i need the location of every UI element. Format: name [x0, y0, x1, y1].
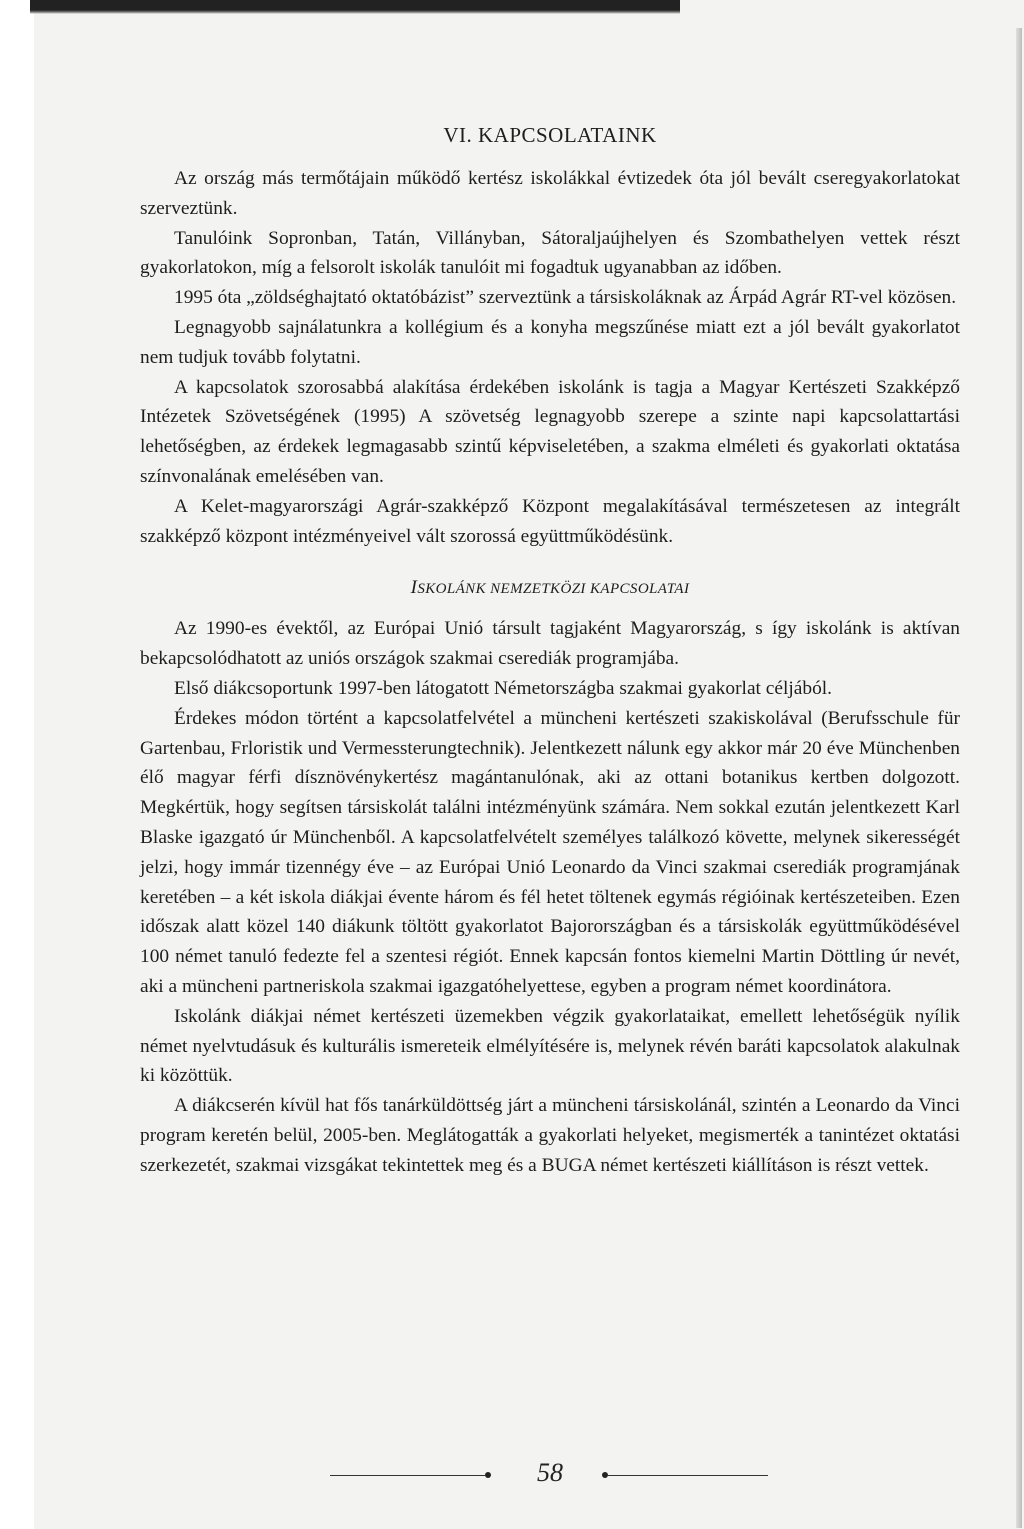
paragraph: Legnagyobb sajnálatunkra a kollégium és a konyha megszűnése miatt ezt a jól bevált gyakorlatot nem tudjuk tovább folytatni.: [140, 316, 960, 368]
scan-margin: [0, 0, 34, 1529]
section-title: [140, 575, 960, 602]
paragraph: A Kelet-magyarországi Agrár-szakképző Központ megalakításával természetesen az integrált szakképző központ intézményeivel vált szorossá együttműködésünk.: [140, 495, 960, 547]
paragraph: Iskolánk diákjai német kertészeti üzemekben végzik gyakorlataikat, emellett lehetőségük nyílik német nyelvtudásuk és kulturális ismereteik elmélyítésére is, melynek révén baráti kapcsolatok alakulnak ki közöttük.: [140, 1005, 960, 1087]
paragraph: Tanulóink Sopronban, Tatán, Villányban, Sátoraljaújhelyen és Szombathelyen vettek részt gyakorlatokon, míg a felsorolt iskolák tanulóit mi fogadtuk ugyanabban az időben.: [140, 227, 960, 279]
footer-rule-left: [330, 1475, 485, 1476]
page-footer: [330, 1456, 770, 1496]
paragraph: A diákcserén kívül hat fős tanárküldöttség járt a müncheni társiskolánál, szintén a Leonardo da Vinci program keretén belül, 2005-ben. Meglátogatták a gyakorlati helyeket, megismerték a tanintézet oktatási szerkezetét, szakmai vizsgákat tekintettek meg és a BUGA német kertészeti kiállításon is részt vettek.: [140, 1095, 960, 1176]
footer-dot-left: [485, 1472, 491, 1478]
scan-edge-top: [30, 0, 680, 14]
section-title-initial: I: [410, 577, 418, 599]
paragraph: 1995 óta „zöldséghajtató oktatóbázist” szerveztünk a társiskoláknak az Árpád Agrár RT-vel közösen.: [174, 287, 957, 309]
paragraph: Érdekes módon történt a kapcsolatfelvétel a müncheni kertészeti szakiskolával (Berufsschule für Gartenbau, Frloristik und Vermessterungtechnik). Jelentkezett nálunk egy akkor már 20 éve Münchenben élő magyar férfi dísznövénykertész magántanulónak, aki az ottani botanikus kertben dolgozott. Megkértük, hogy segítsen társiskolát találni intézményünk számára. Nem sokkal ezután jelentkezett Karl Blaske igazgató úr Münchenből. A kapcsolatfelvételt személyes találkozó követte, melynek sikerességét jelzi, hogy immár tizennégy éve – az Európai Unió Leonardo da Vinci szakmai cserediák programjának keretében – a két iskola diákjai évente három és fél hetet töltenek egymás régióinak kertészeteiben. Ezen időszak alatt közel 140 diákunk töltött gyakorlatot Bajorországban és a társiskolák együttműködésével 100 német tanuló fedezte fel a szentesi régiót. Ennek kapcsán fontos kiemelni Martin Döttling úr nevét, aki a müncheni partneriskola szakmai igazgatóhelyettese, egyben a program német koordinátora.: [140, 707, 960, 997]
page-number: 58: [537, 1458, 563, 1487]
section-title-text: SKOLÁNK NEMZETKÖZI KAPCSOLATAI: [417, 581, 690, 598]
scan-edge-right: [1016, 28, 1022, 1528]
paragraph: Első diákcsoportunk 1997-ben látogatott Németországba szakmai gyakorlat céljából.: [174, 677, 833, 699]
page-content: [140, 118, 960, 1181]
paragraph: Az 1990-es évektől, az Európai Unió társult tagjaként Magyarország, s így iskolánk is aktívan bekapcsolódhatott az uniós országok szakmai cserediák programjába.: [140, 618, 960, 670]
footer-rule-right: [608, 1475, 768, 1476]
chapter-title: VI. KAPCSOLATAINK: [443, 123, 657, 147]
paragraph: Az ország más termőtájain működő kertész iskolákkal évtizedek óta jól bevált cseregyakorlatokat szerveztünk.: [140, 168, 960, 219]
paragraph: A kapcsolatok szorosabbá alakítása érdekében iskolánk is tagja a Magyar Kertészeti Szakképző Intézetek Szövetségének (1995) A szövetség legnagyobb szerepe a szinte napi kapcsolattartási lehetőségben, az érdekek legmagasabb szintű képviseletében, a szakma elméleti és gyakorlati oktatása színvonalának emelésében van.: [140, 376, 960, 487]
